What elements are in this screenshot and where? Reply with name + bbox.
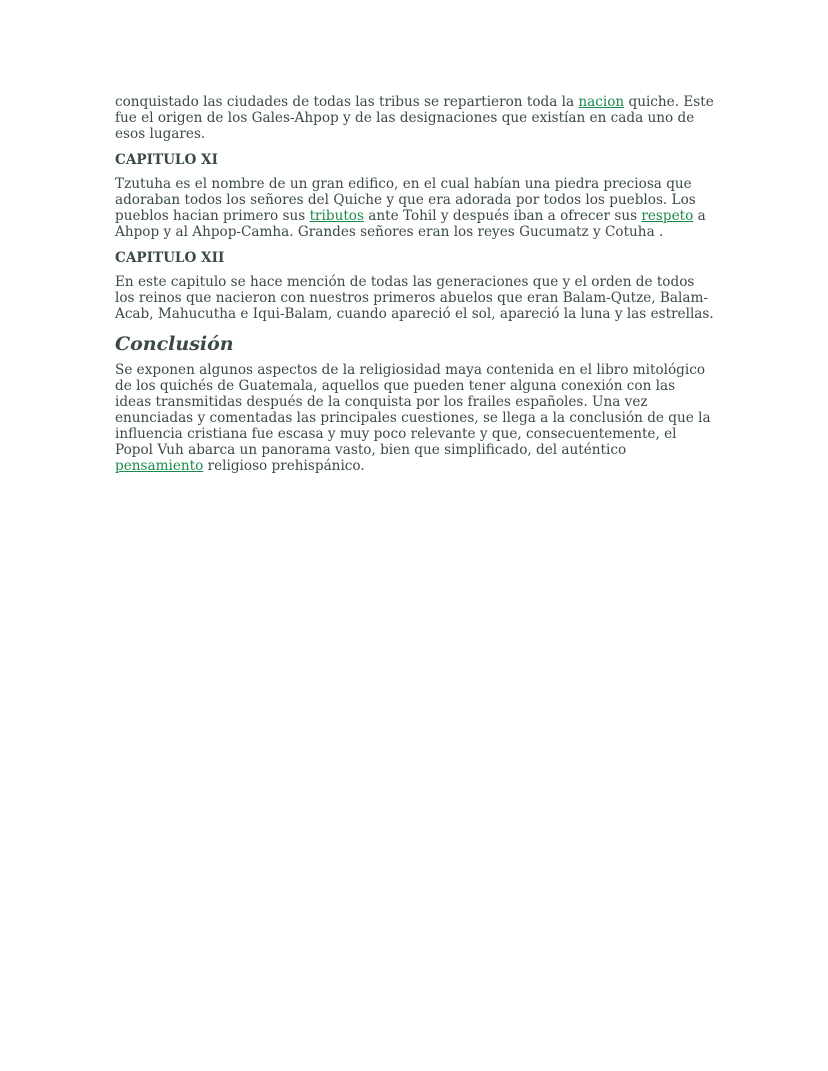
link-respeto[interactable]: respeto — [641, 208, 694, 224]
document-page — [115, 94, 715, 484]
heading-capitulo-xi: CAPITULO XI — [115, 152, 218, 168]
heading-capitulo-xii: CAPITULO XII — [115, 250, 225, 266]
paragraph-capitulo-xi: Tzutuha es el nombre de un gran edifico, en el cual habían una piedra preciosa que adoraban todos los señores del Quiche y que era adorada por todos los pueblos. Los pueblos hacian primero sus tributos ante Tohil y después iban a ofrecer sus respeto a Ahpop y al Ahpop-Camha. Grandes señores eran los reyes Gucumatz y Cotuha . — [115, 176, 706, 240]
paragraph-capitulo-xii: En este capitulo se hace mención de todas las generaciones que y el orden de todos los reinos que nacieron con nuestros primeros abuelos que eran Balam-Qutze, Balam-Acab, Mahucutha e Iqui-Balam, cuando apareció el sol, apareció la luna y las estrellas. — [115, 274, 714, 322]
paragraph-conclusion: Se exponen algunos aspectos de la religiosidad maya contenida en el libro mitológico de los quichés de Guatemala, aquellos que pueden tener alguna conexión con las ideas transmitidas después de la conquista por los frailes españoles. Una vez enunciadas y comentadas las principales cuestiones, se llega a la conclusión de que la influencia cristiana fue escasa y muy poco relevante y que, consecuentemente, el Popol Vuh abarca un panorama vasto, bien que simplificado, del auténtico pensamiento religioso prehispánico. — [115, 362, 711, 474]
heading-conclusion: Conclusión — [115, 333, 234, 355]
link-pensamiento[interactable]: pensamiento — [115, 458, 204, 474]
paragraph-intro: conquistado las ciudades de todas las tribus se repartieron toda la nacion quiche. Este fue el origen de los Gales-Ahpop y de las designaciones que existían en cada uno de esos lugares. — [115, 94, 714, 142]
link-nacion[interactable]: nacion — [578, 94, 625, 110]
link-tributos[interactable]: tributos — [309, 208, 364, 224]
